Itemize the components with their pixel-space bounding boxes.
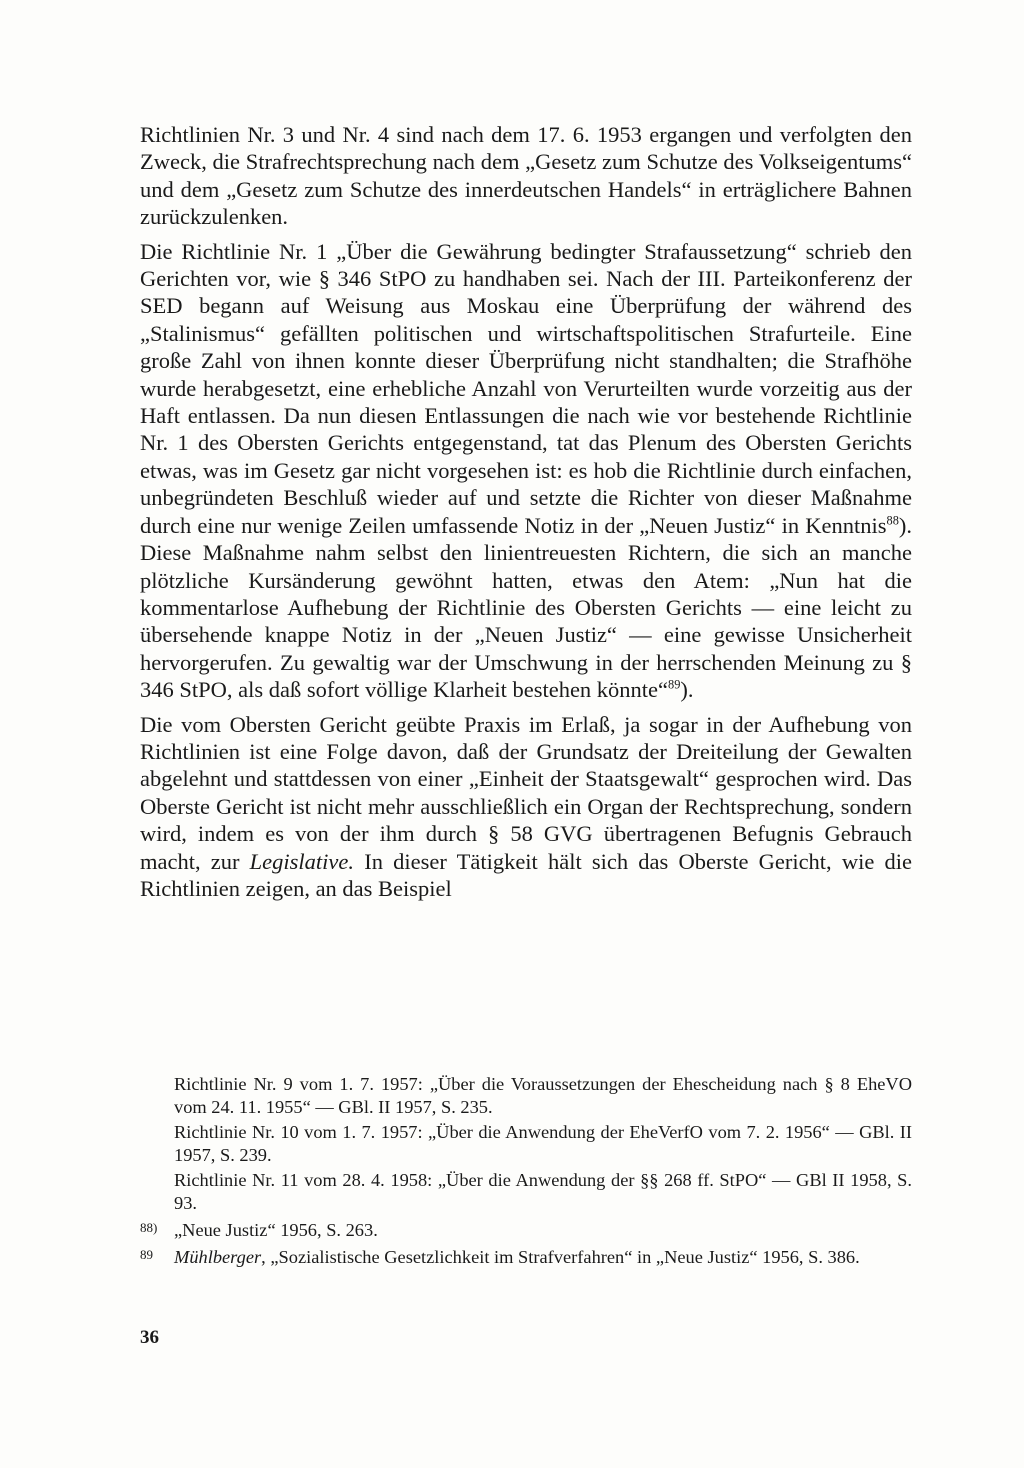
footnote-88 [140, 1219, 912, 1242]
paragraph-2-text-a: Die Richtlinie Nr. 1 „Über die Gewährung bedingter Strafaussetzung“ schrieb den Gerichten vor, wie § 346 StPO zu handhaben sei. Nach der III. Parteikonferenz der SED begann auf Weisung aus Moskau eine Überprüfung der während des „Stalinismus“ gefällten politischen und wirtschaftspolitischen Strafurteile. Eine große Zahl von ihnen konnte dieser Überprüfung nicht standhalten; die Strafhöhe wurde herabgesetzt, eine erhebliche Anzahl von Verurteilten wurde vorzeitig aus der Haft entlassen. Da nun diesen Entlassungen die nach wie vor bestehende Richtlinie Nr. 1 des Obersten Gerichts entgegenstand, tat das Plenum des Obersten Gerichts etwas, was im Gesetz gar nicht vorgesehen ist: es hob die Richtlinie durch einfachen, unbegründeten Beschluß wieder auf und setzte die Richter von dieser Maßnahme durch eine nur wenige Zeilen umfassende Notiz in der „Neuen Justiz“ in Kenntnis [140, 238, 912, 538]
paragraph-1-text: Richtlinien Nr. 3 und Nr. 4 sind nach dem 17. 6. 1953 ergangen und verfolgten den Zweck, die Strafrechtsprechung nach dem „Gesetz zum Schutze des Volkseigentums“ und dem „Gesetz zum Schutze des innerdeutschen Handels“ in erträglichere Bahnen zurückzulenken. [140, 122, 912, 230]
footnote-89-marker: 89 [140, 1247, 153, 1262]
footnote-89-body [174, 1246, 912, 1269]
paragraph-2-text-b: ). Diese Maßnahme nahm selbst den linientreuesten Richtern, die sich an manche plötzliche Kursänderung gewöhnt hatten, etwas den Atem: „Nun hat die kommentarlose Aufhebung der Richtlinie des Obersten Gerichts — eine leicht zu übersehende knappe Notiz in der „Neuen Justiz“ — eine gewisse Unsicherheit hervorgerufen. Zu gewaltig war der Umschwung in der herrschenden Meinung zu § 346 StPO, als daß sofort völlige Klarheit bestehen könnte“ [140, 512, 912, 703]
paragraph-3-text-a: Die vom Obersten Gericht geübte Praxis im Erlaß, ja sogar in der Aufhebung von Richtlinien ist eine Folge davon, daß der Grundsatz der Dreiteilung der Gewalten abgelehnt und stattdessen von einer „Einheit der Staatsgewalt“ gesprochen wird. Das Oberste Gericht ist nicht mehr ausschließlich ein Organ der Rechtsprechung, sondern wird, indem es von der ihm durch § 58 GVG übertragenen Befugnis Gebrauch macht, zur [140, 711, 912, 874]
footnote-89-author: Mühlberger [174, 1247, 262, 1267]
main-text [140, 121, 912, 909]
footnote-88-text: „Neue Justiz“ 1956, S. 263. [174, 1220, 378, 1240]
paragraph-3-italic: Legislative. [249, 848, 355, 874]
paragraph-1 [140, 121, 912, 231]
footnote-89 [140, 1246, 912, 1269]
footnote-89-text: , „Sozialistische Gesetzlichkeit im Strafverfahren“ in „Neue Justiz“ 1956, S. 386. [261, 1247, 860, 1267]
footnote-ref-88: 88 [886, 513, 899, 528]
footnote-continuation-1: Richtlinie Nr. 9 vom 1. 7. 1957: „Über die Voraussetzungen der Ehescheidung nach § 8 EheVO vom 24. 11. 1955“ — GBl. II 1957, S. 235. [174, 1074, 912, 1117]
footnotes [140, 1073, 912, 1269]
page-number: 36 [140, 1327, 159, 1348]
paragraph-3-text-b: In dieser Tätigkeit hält sich das Oberste Gericht, wie die Richtlinien zeigen, an das Beispiel [140, 848, 912, 901]
footnote-continuation-2: Richtlinie Nr. 10 vom 1. 7. 1957: „Über die Anwendung der EheVerfO vom 7. 2. 1956“ — GBl. II 1957, S. 239. [174, 1122, 912, 1165]
footnote-continuation-3: Richtlinie Nr. 11 vom 28. 4. 1958: „Über die Anwendung der §§ 268 ff. StPO“ — GBl II 1958, S. 93. [174, 1170, 912, 1213]
footnote-ref-89: 89 [668, 677, 681, 692]
paragraph-2 [140, 238, 912, 704]
paragraph-2-text-c: ). [680, 677, 694, 703]
paragraph-3 [140, 711, 912, 903]
footnote-88-marker: 88) [140, 1220, 158, 1235]
